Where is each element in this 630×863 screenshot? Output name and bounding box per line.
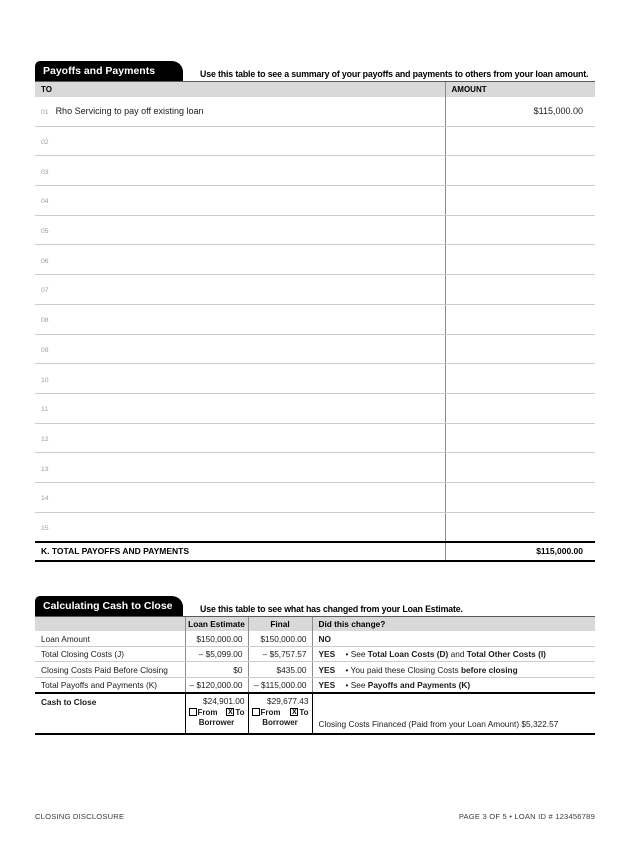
change-answer: YES [318,649,336,660]
change-detail: • See Payoffs and Payments (K) [345,679,471,690]
change-detail: • You paid these Closing Costs before closing [345,664,518,675]
final-value: $150,000.00 [248,631,312,646]
from-borrower-checkbox-final[interactable] [252,708,260,716]
payoff-row-number: 10 [41,376,49,384]
payoff-to-cell [35,126,445,156]
payoff-to-cell [35,215,445,245]
payoff-row [35,423,595,453]
cash-to-close-label: Cash to Close [35,693,185,734]
payoff-row [35,97,595,127]
payoff-to-cell [35,423,445,453]
payoff-amount [445,482,595,512]
did-this-change-cell [312,631,595,646]
payoff-row [35,245,595,275]
comparison-label: Total Payoffs and Payments (K) [35,677,185,692]
payoff-amount [445,453,595,483]
payoff-row-number: 03 [41,168,49,176]
payoff-to-cell [35,364,445,394]
cash-to-close-tab: Calculating Cash to Close [35,596,183,616]
column-header-final: Final [248,616,312,631]
comparison-label: Closing Costs Paid Before Closing [35,662,185,677]
payoff-row-number: 07 [41,287,49,295]
cash-comparison-row [35,647,595,662]
payoff-to-cell [35,334,445,364]
loan-estimate-value: – $5,099.00 [185,647,248,662]
cash-final-amount: $29,677.43 [266,695,309,706]
cash-loan-estimate-cell [185,693,248,734]
did-this-change-cell [312,647,595,662]
cash-to-close-table [35,616,595,735]
to-label: To [299,707,309,717]
payoff-to-cell [35,245,445,275]
from-label: From [260,707,281,717]
payoff-row [35,126,595,156]
column-header-amount: AMOUNT [445,82,595,97]
payoff-amount [445,512,595,542]
payoff-amount [445,334,595,364]
to-borrower-checkbox-loan-estimate[interactable]: X [227,709,233,716]
cash-loan-estimate-amount: $24,901.00 [202,695,245,706]
payoff-row [35,393,595,423]
payoffs-total-amount: $115,000.00 [445,542,595,561]
from-label: From [197,707,218,717]
payoff-row-number: 09 [41,346,49,354]
payoff-to-cell [35,97,445,127]
cash-comparison-row [35,631,595,646]
did-this-change-cell [312,662,595,677]
payoff-to-cell [35,393,445,423]
comparison-label: Total Closing Costs (J) [35,647,185,662]
column-header-to: TO [35,82,445,97]
loan-estimate-value: $150,000.00 [185,631,248,646]
payoffs-section [35,61,595,562]
payoff-to-cell [35,482,445,512]
payoff-to-cell [35,453,445,483]
payoffs-header [35,61,595,81]
payoff-amount [445,275,595,305]
final-value: – $5,757.57 [248,647,312,662]
payoff-amount [445,156,595,186]
page-footer [35,812,595,821]
payoffs-table-body [35,97,595,542]
payoff-row [35,215,595,245]
payoff-amount [445,423,595,453]
payoff-row-number: 14 [41,495,49,503]
cash-final-cell [248,693,312,734]
payoff-amount [445,186,595,216]
payoff-row-number: 01 [41,109,49,117]
cash-table-body [35,631,595,692]
column-header-blank [35,616,185,631]
payoffs-note: Use this table to see a summary of your payoffs and payments to others from your loan amount. [200,69,589,79]
from-borrower-checkbox-loan-estimate[interactable] [189,708,197,716]
payoff-row [35,512,595,542]
payoff-row-number: 02 [41,139,49,147]
payoff-row [35,156,595,186]
did-this-change-cell [312,677,595,692]
payoff-payee: Rho Servicing to pay off existing loan [55,106,204,117]
payoffs-total-row [35,542,595,561]
cash-comparison-row [35,677,595,692]
payoff-amount [445,304,595,334]
comparison-label: Loan Amount [35,631,185,646]
cash-to-close-row [35,693,595,734]
to-label: To [235,707,245,717]
cash-column-header-row [35,616,595,631]
payoff-row-number: 06 [41,257,49,265]
payoff-row [35,482,595,512]
payoff-row-number: 13 [41,465,49,473]
final-value: $435.00 [248,662,312,677]
payoff-to-cell [35,512,445,542]
payoffs-tab: Payoffs and Payments [35,61,183,81]
column-header-loan-estimate: Loan Estimate [185,616,248,631]
footer-document-title: CLOSING DISCLOSURE [35,812,125,821]
to-borrower-checkbox-final[interactable]: X [291,709,297,716]
cash-to-close-note: Use this table to see what has changed from your Loan Estimate. [200,603,463,614]
payoff-row [35,186,595,216]
payoff-amount [445,364,595,394]
payoff-amount [445,126,595,156]
payoff-row-number: 15 [41,524,49,532]
payoff-row [35,364,595,394]
payoffs-total-label: K. TOTAL PAYOFFS AND PAYMENTS [35,542,445,561]
payoff-to-cell [35,275,445,305]
payoff-row-number: 04 [41,198,49,206]
change-answer: NO [318,633,331,644]
payoff-amount [445,215,595,245]
payoff-amount: $115,000.00 [445,97,595,127]
cash-to-close-header [35,596,595,616]
payoff-row-number: 08 [41,317,49,325]
payoffs-column-header-row [35,82,595,97]
payoff-row-number: 11 [41,406,49,414]
change-answer: YES [318,679,336,690]
payoff-to-cell [35,186,445,216]
payoff-amount [445,393,595,423]
loan-estimate-value: – $120,000.00 [185,677,248,692]
cash-to-close-section [35,596,595,735]
closing-costs-financed-note: Closing Costs Financed (Paid from your Loan Amount) $5,322.57 [312,693,595,734]
loan-estimate-value: $0 [185,662,248,677]
final-value: – $115,000.00 [248,677,312,692]
payoffs-table [35,81,595,562]
change-answer: YES [318,664,336,675]
payoff-row-number: 12 [41,435,49,443]
payoff-to-cell [35,304,445,334]
payoff-row [35,453,595,483]
borrower-label: Borrower [198,717,235,727]
change-detail: • See Total Loan Costs (D) and Total Other Costs (I) [345,649,546,660]
payoff-row [35,304,595,334]
footer-page-loan-id: PAGE 3 OF 5 • LOAN ID # 123456789 [458,812,595,821]
cash-comparison-row [35,662,595,677]
payoff-row-number: 05 [41,228,49,236]
payoff-amount [445,245,595,275]
column-header-did-this-change: Did this change? [312,616,595,631]
payoff-row [35,334,595,364]
payoff-row [35,275,595,305]
payoff-to-cell [35,156,445,186]
borrower-label: Borrower [262,717,298,727]
